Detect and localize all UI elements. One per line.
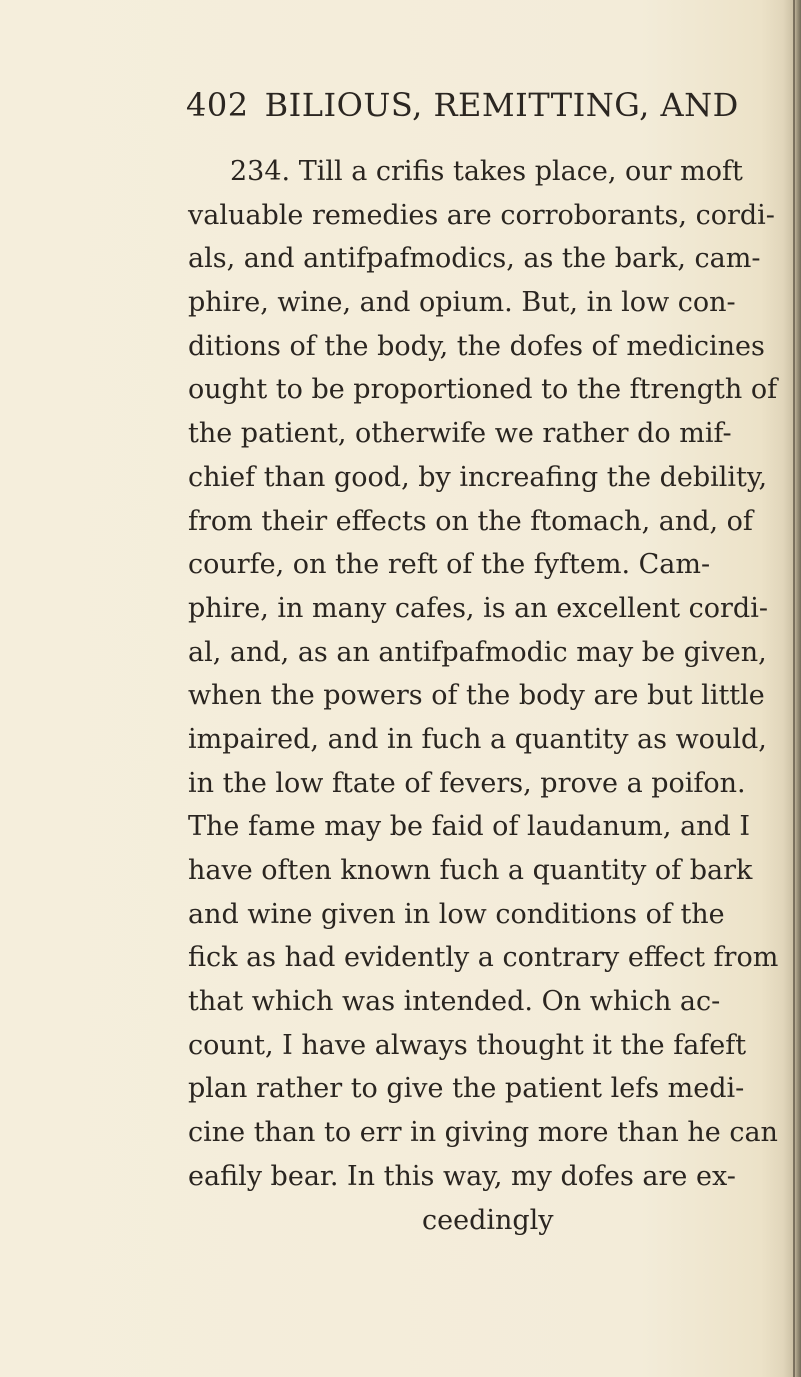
text-line: als, and antifpafmodics, as the bark, cam- [188, 243, 761, 275]
text-line: al, and, as an antifpafmodic may be given, [188, 636, 767, 668]
text-line: The fame may be faid of laudanum, and I [188, 811, 751, 843]
text-line: in the low ftate of fevers, prove a poifon. [188, 767, 746, 799]
text-line: phire, wine, and opium. But, in low con- [188, 287, 736, 319]
text-line: ought to be proportioned to the ftrength of [188, 374, 778, 406]
text-line: valuable remedies are corroborants, cordi- [188, 199, 775, 231]
text-line: phire, in many cafes, is an excellent cordi- [188, 592, 768, 624]
text-line: when the powers of the body are but little [188, 680, 765, 712]
text-line: the patient, otherwife we rather do mif- [188, 418, 732, 450]
body-text [188, 150, 779, 1242]
text-line: ditions of the body, the dofes of medicines [188, 330, 765, 362]
text-line: eafily bear. In this way, my dofes are ex- [188, 1160, 736, 1192]
page-number: 402 [186, 86, 249, 124]
text-line: and wine given in low conditions of the [188, 898, 725, 930]
running-head [186, 86, 739, 124]
page-edge-line [793, 0, 795, 1377]
text-line: that which was intended. On which ac- [188, 986, 721, 1018]
text-line: fick as had evidently a contrary effect from [188, 942, 779, 974]
text-line: from their effects on the ftomach, and, of [188, 505, 753, 537]
running-head-title: BILIOUS, REMITTING, AND [264, 86, 739, 124]
text-line: plan rather to give the patient lefs medi- [188, 1073, 745, 1105]
page-edge-shadow [783, 0, 801, 1377]
text-line: count, I have always thought it the fafeft [188, 1029, 747, 1061]
text-line: impaired, and in fuch a quantity as would, [188, 723, 767, 755]
catchword: ceedingly [422, 1204, 554, 1236]
text-line: cine than to err in giving more than he can [188, 1117, 778, 1149]
text-line: have often known fuch a quantity of bark [188, 855, 753, 886]
text-line: courfe, on the reft of the fyftem. Cam- [188, 549, 711, 581]
text-line: 234. Till a crifis takes place, our moft [230, 156, 743, 187]
text-line: chief than good, by increafing the debility, [188, 461, 768, 493]
